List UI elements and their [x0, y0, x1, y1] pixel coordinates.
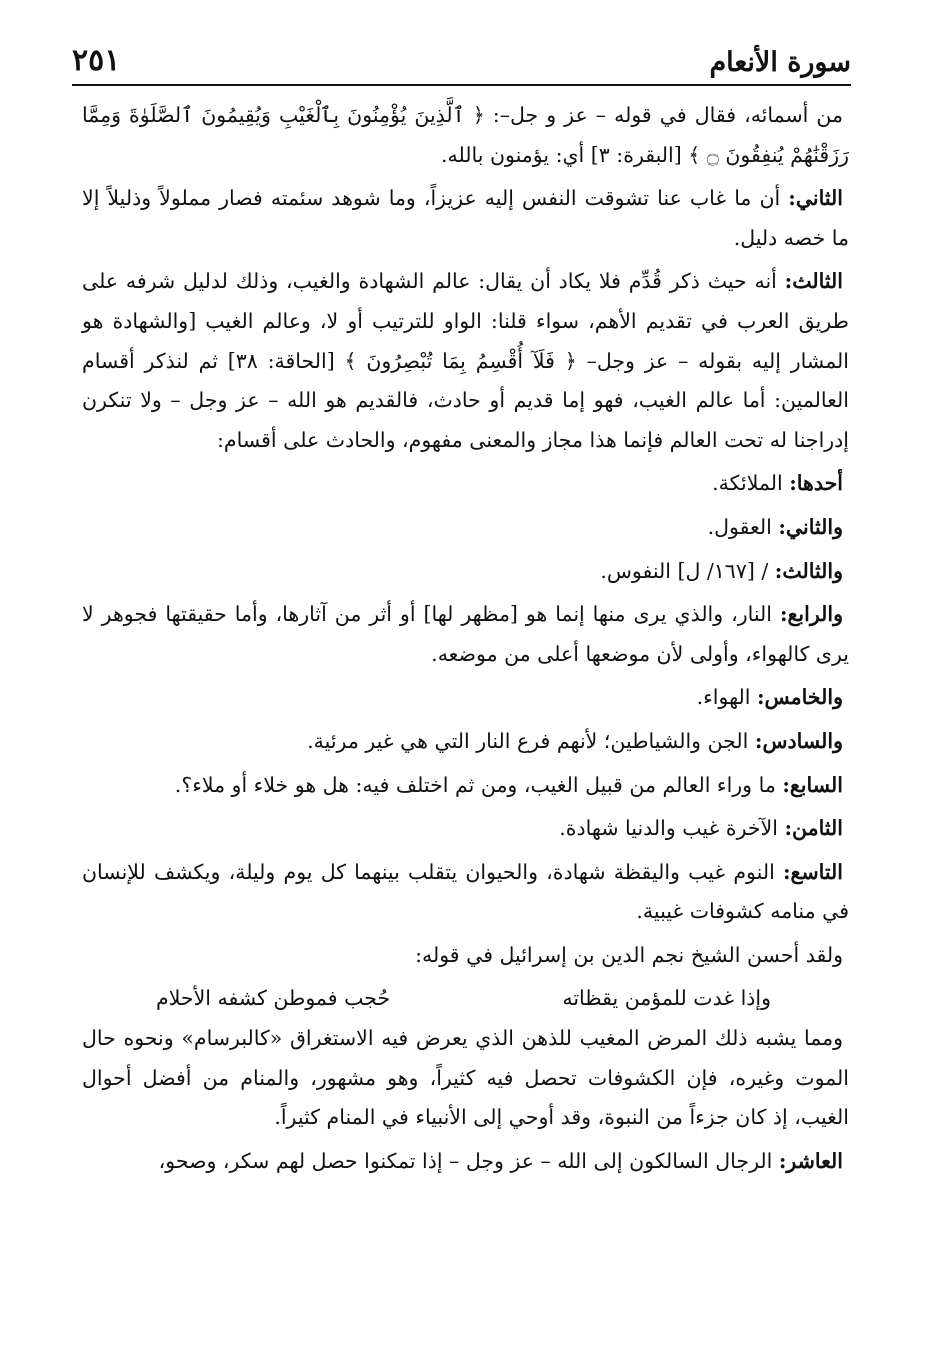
paragraph-text: الملائكة.	[712, 471, 790, 496]
paragraph-text: أن ما غاب عنا تشوقت النفس إليه عزيزاً، وما شوهد سئمته فصار مملولاً وذليلاً إلا ما خصه دليل.	[82, 186, 849, 250]
paragraph-text: الجن والشياطين؛ لأنهم فرع النار التي هي غير مرئية.	[307, 728, 755, 753]
paragraph-text: الرجال السالكون إلى الله – عز وجل – إذا تمكنوا حصل لهم سكر، وصحو،	[158, 1148, 779, 1173]
page-header	[72, 36, 851, 86]
paragraph	[82, 678, 849, 718]
paragraph-label: والثالث:	[774, 558, 843, 583]
paragraph	[82, 508, 849, 548]
paragraph-text: النوم غيب واليقظة شهادة، والحيوان يتقلب بينهما كل يوم وليلة، ويكشف للإنسان في منامه كشوفات غيبية.	[82, 859, 849, 924]
paragraph	[82, 96, 849, 175]
paragraph	[82, 464, 849, 504]
paragraph	[82, 595, 849, 674]
poem-first-hemistich: وإذا غدت للمؤمن يقظاته	[562, 986, 771, 1011]
poem-verse	[82, 979, 849, 1019]
paragraph-text: العقول.	[707, 514, 779, 539]
surah-title: سورة الأنعام	[709, 47, 851, 78]
page-number: ٢٥١	[72, 43, 121, 78]
paragraph-text: ومما يشبه ذلك المرض المغيب للذهن الذي يعرض فيه الاستغراق «كالبرسام» ونحوه حال الموت وغيره، فإن الكشوفات تحصل فيه كثيراً، وهو مشهور، والمنام من أفضل أحوال الغيب، إذ كان جزءاً من النبوة، وقد أوحي إلى الأنبياء في المنام كثيراً.	[82, 1026, 849, 1130]
paragraph-label: والسادس:	[754, 728, 843, 753]
paragraph-label: العاشر:	[778, 1148, 843, 1173]
paragraph-label: والرابع:	[779, 602, 843, 627]
paragraph-text: ما وراء العالم من قبيل الغيب، ومن ثم اختلف فيه: هل هو خلاء أو ملاء؟.	[174, 772, 783, 797]
paragraph	[82, 809, 849, 849]
poem-second-hemistich: حُجب فموطن كشفه الأحلام	[156, 986, 391, 1011]
paragraph-label: والخامس:	[756, 685, 843, 710]
paragraph-text: الآخرة غيب والدنيا شهادة.	[559, 816, 785, 841]
paragraph	[82, 936, 849, 976]
paragraph-text: من أسمائه، فقال في قوله – عز و جل–: ﴿ ٱلَّذِينَ يُؤْمِنُونَ بِٱلْغَيْبِ وَيُقِيمُونَ ٱلصَّلَوٰةَ وَمِمَّا رَزَقْنَٰهُمْ يُنفِقُونَ ۝ ﴾ [البقرة: ٣] أي: يؤمنون بالله.	[82, 103, 849, 167]
paragraph-label: الثاني:	[788, 186, 843, 211]
paragraph-label: الثالث:	[784, 269, 843, 294]
paragraph-label: أحدها:	[789, 471, 843, 496]
paragraph-label: السابع:	[782, 772, 843, 797]
paragraph	[82, 853, 849, 932]
paragraph-text: / [١٦٧/ ل] النفوس.	[600, 558, 775, 583]
paragraph	[82, 262, 849, 460]
paragraph	[82, 1142, 849, 1182]
page-body	[82, 96, 849, 1185]
paragraph	[82, 552, 849, 592]
paragraph-text: النار، والذي يرى منها إنما هو [مظهر لها] أو أثر من آثارها، وأما حقيقتها فجوهر لا يرى كالهواء، وأولى لأن موضعها أعلى من موضعه.	[82, 602, 849, 666]
paragraph-label: التاسع:	[782, 859, 843, 884]
paragraph-text: أنه حيث ذكر قُدِّم فلا يكاد أن يقال: عالم الشهادة والغيب، وذلك لدليل شرفه على طريق العرب في تقديم الأهم، سواء قلنا: الواو للترتيب أو لا، وعالم الغيب [والشهادة هو المشار إليه بقوله – عز وجل– ﴿ فَلَآ أُقْسِمُ بِمَا تُبْصِرُونَ ﴾ [الحاقة: ٣٨] ثم لنذكر أقسام العالمين: أما عالم الغيب، فهو إما قديم أو حادث، فالقديم هو الله – عز وجل – ولا تنكرن إدراجنا له تحت العالم فإنما هذا مجاز والمعنى مفهوم، والحادث على أقسام:	[82, 269, 850, 452]
paragraph-label: الثامن:	[784, 816, 843, 841]
paragraph	[82, 722, 849, 762]
paragraph-text: ولقد أحسن الشيخ نجم الدين بن إسرائيل في قوله:	[415, 942, 843, 967]
paragraph	[82, 766, 849, 806]
paragraph	[82, 1019, 849, 1138]
paragraph	[82, 179, 849, 258]
paragraph-label: والثاني:	[778, 514, 843, 539]
paragraph-text: الهواء.	[696, 685, 757, 710]
